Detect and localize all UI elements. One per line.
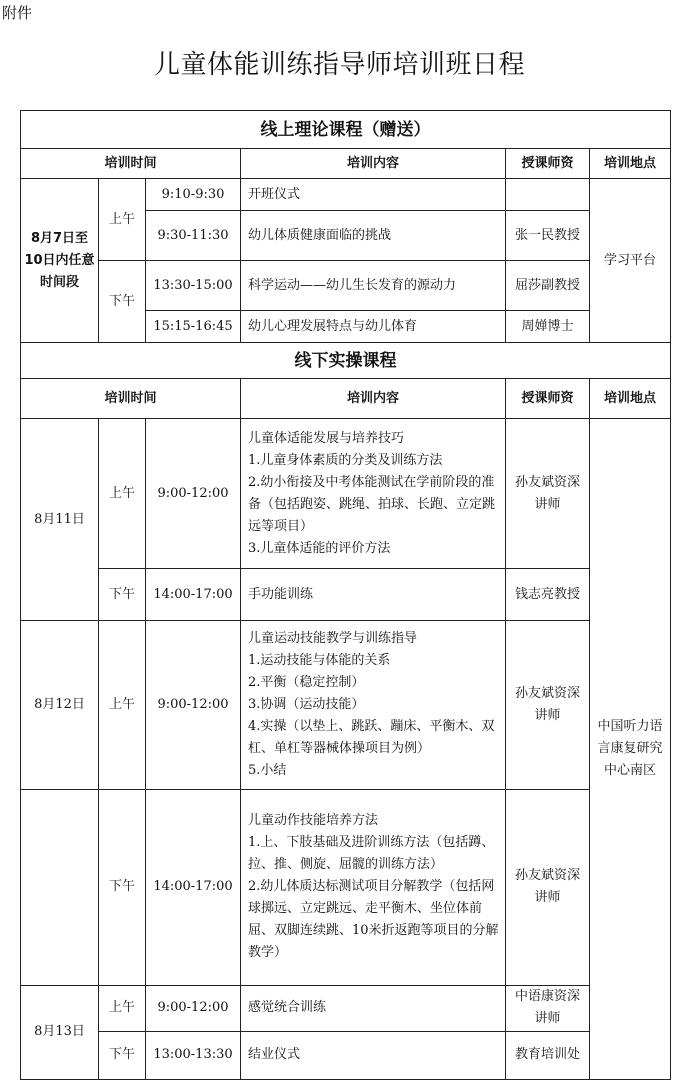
header-location: 培训地点 bbox=[590, 149, 671, 179]
online-date: 8月7日至10日内任意时间段 bbox=[21, 179, 99, 343]
table-row bbox=[21, 789, 671, 985]
session-time: 9:00-12:00 bbox=[146, 419, 241, 569]
table-row bbox=[21, 985, 671, 1031]
content-line: 1.上、下肢基础及进阶训练方法（包括蹲、拉、推、侧旋、屈髋的训练方法） bbox=[248, 835, 495, 873]
session-teacher: 屈莎副教授 bbox=[506, 261, 590, 311]
header-time: 培训时间 bbox=[21, 379, 241, 419]
session-time: 14:00-17:00 bbox=[146, 569, 241, 621]
table-row bbox=[21, 621, 671, 789]
session-teacher: 孙友斌资深讲师 bbox=[506, 621, 590, 789]
session-teacher: 中语康资深讲师 bbox=[506, 985, 590, 1031]
content-line: 儿童体适能发展与培养技巧 bbox=[248, 430, 405, 446]
aug12-am-label: 上午 bbox=[99, 621, 146, 789]
session-time: 9:10-9:30 bbox=[146, 179, 241, 211]
schedule-table bbox=[20, 110, 671, 1080]
aug12-date-continued bbox=[21, 789, 99, 985]
session-teacher: 张一民教授 bbox=[506, 211, 590, 261]
session-content bbox=[241, 621, 506, 789]
table-row bbox=[21, 419, 671, 569]
offline-section-row bbox=[21, 343, 671, 379]
table-row bbox=[21, 1031, 671, 1079]
header-content: 培训内容 bbox=[241, 379, 506, 419]
session-teacher: 教育培训处 bbox=[506, 1031, 590, 1079]
content-line: 2.幼儿体质达标测试项目分解教学（包括网球掷远、立定跳远、走平衡木、坐位体前屈、双脚连续跳、10米折返跑等项目的分解教学） bbox=[248, 879, 499, 961]
online-header-row bbox=[21, 149, 671, 179]
session-time: 13:30-15:00 bbox=[146, 261, 241, 311]
session-time: 14:00-17:00 bbox=[146, 789, 241, 985]
session-teacher: 孙友斌资深讲师 bbox=[506, 789, 590, 985]
table-row bbox=[21, 569, 671, 621]
session-time: 9:30-11:30 bbox=[146, 211, 241, 261]
content-line: 1.运动技能与体能的关系 bbox=[248, 653, 391, 669]
header-teacher: 授课师资 bbox=[506, 149, 590, 179]
aug13-am-label: 上午 bbox=[99, 985, 146, 1031]
header-content: 培训内容 bbox=[241, 149, 506, 179]
online-section-title: 线上理论课程（赠送） bbox=[21, 111, 671, 149]
session-time: 9:00-12:00 bbox=[146, 621, 241, 789]
session-content: 感觉统合训练 bbox=[241, 985, 506, 1031]
content-line: 儿童动作技能培养方法 bbox=[248, 813, 379, 829]
session-teacher: 周婵博士 bbox=[506, 311, 590, 343]
online-pm-label: 下午 bbox=[99, 261, 146, 343]
session-time: 13:00-13:30 bbox=[146, 1031, 241, 1079]
content-line: 2.幼小衔接及中考体能测试在学前阶段的准备（包括跑姿、跳绳、拍球、长跑、立定跳远等项目） bbox=[248, 474, 496, 534]
session-content: 手功能训练 bbox=[241, 569, 506, 621]
attachment-label: 附件 bbox=[2, 4, 33, 22]
session-content: 开班仪式 bbox=[241, 179, 506, 211]
session-content: 科学运动——幼儿生长发育的源动力 bbox=[241, 261, 506, 311]
session-content: 结业仪式 bbox=[241, 1031, 506, 1079]
session-teacher bbox=[506, 179, 590, 211]
aug13-date: 8月13日 bbox=[21, 985, 99, 1079]
content-line: 2.平衡（稳定控制） bbox=[248, 675, 365, 691]
content-line: 4.实操（以垫上、跳跃、蹦床、平衡木、双杠、单杠等器械体操项目为例） bbox=[248, 719, 495, 757]
online-location: 学习平台 bbox=[590, 179, 671, 343]
aug11-am-label: 上午 bbox=[99, 419, 146, 569]
session-time: 15:15-16:45 bbox=[146, 311, 241, 343]
header-location: 培训地点 bbox=[590, 379, 671, 419]
aug11-date: 8月11日 bbox=[21, 419, 99, 621]
content-line: 儿童运动技能教学与训练指导 bbox=[248, 631, 418, 647]
table-row bbox=[21, 261, 671, 311]
content-line: 3.儿童体适能的评价方法 bbox=[248, 540, 391, 556]
session-content: 幼儿体质健康面临的挑战 bbox=[241, 211, 506, 261]
session-teacher: 孙友斌资深讲师 bbox=[506, 419, 590, 569]
session-content: 幼儿心理发展特点与幼儿体育 bbox=[241, 311, 506, 343]
aug12-date: 8月12日 bbox=[21, 621, 99, 789]
content-line: 1.儿童身体素质的分类及训练方法 bbox=[248, 452, 443, 468]
aug13-pm-label: 下午 bbox=[99, 1031, 146, 1079]
session-content bbox=[241, 789, 506, 985]
aug11-pm-label: 下午 bbox=[99, 569, 146, 621]
offline-location: 中国听力语言康复研究中心南区 bbox=[590, 419, 671, 1080]
content-line: 3.协调（运动技能） bbox=[248, 697, 365, 713]
aug12-pm-label: 下午 bbox=[99, 789, 146, 985]
online-am-label: 上午 bbox=[99, 179, 146, 261]
online-section-row bbox=[21, 111, 671, 149]
page-title: 儿童体能训练指导师培训班日程 bbox=[153, 50, 525, 80]
header-time: 培训时间 bbox=[21, 149, 241, 179]
content-line: 5.小结 bbox=[248, 763, 287, 779]
table-row bbox=[21, 179, 671, 211]
offline-section-title: 线下实操课程 bbox=[21, 343, 671, 379]
session-content bbox=[241, 419, 506, 569]
header-teacher: 授课师资 bbox=[506, 379, 590, 419]
offline-header-row bbox=[21, 379, 671, 419]
session-time: 9:00-12:00 bbox=[146, 985, 241, 1031]
session-teacher: 钱志亮教授 bbox=[506, 569, 590, 621]
